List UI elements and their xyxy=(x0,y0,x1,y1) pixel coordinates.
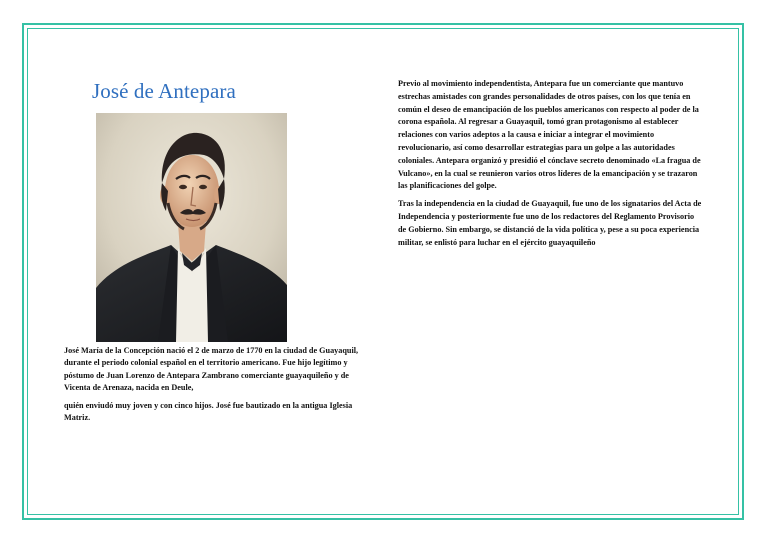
portrait-image xyxy=(96,113,287,342)
caption-paragraph: quién enviudó muy joven y con cinco hijos. José fue bautizado en la antigua Iglesia Matriz. xyxy=(64,400,353,423)
page-title: José de Antepara xyxy=(92,79,236,103)
caption-paragraph: José María de la Concepción nació el 2 de marzo de 1770 en la ciudad de Guayaquil, durante el periodo colonial español en el territorio americano. Fue hijo legítimo y póstumo de Juan Lorenzo de Antepara Zambrano comerciante guayaquileño y de Vicenta de Arenaza, nacida en Deule, xyxy=(64,346,359,393)
body-paragraph: Tras la independencia en la ciudad de Guayaquil, fue uno de los signatarios del Acta de Independencia y posteriormente fue uno de los redactores del Reglamento Provisorio de Gobierno. Sin embargo, se distanció de la vida política y, pese a su poca experiencia militar, se enlistó para luchar en el ejército guayaquileño xyxy=(398,199,702,247)
body-text xyxy=(398,78,704,254)
portrait-caption xyxy=(64,345,374,429)
body-paragraph: Previo al movimiento independentista, Antepara fue un comerciante que mantuvo estrechas amistades con grandes personalidades de otros países, con los que tenía en común el deseo de emancipación de los pueblos americanos con respecto al poder de la corona española. Al regresar a Guayaquil, tomó gran protagonismo al establecer relaciones con varios adeptos a la causa e iniciar a integrar el movimiento revolucionario, así como desarrollar estrategias para un golpe a las autoridades coloniales. Antepara organizó y presidió el cónclave secreto denominado «La fragua de Vulcano», en la cual se reunieron varios otros líderes de la emancipación y se trazaron las planificaciones del golpe. xyxy=(398,79,701,191)
